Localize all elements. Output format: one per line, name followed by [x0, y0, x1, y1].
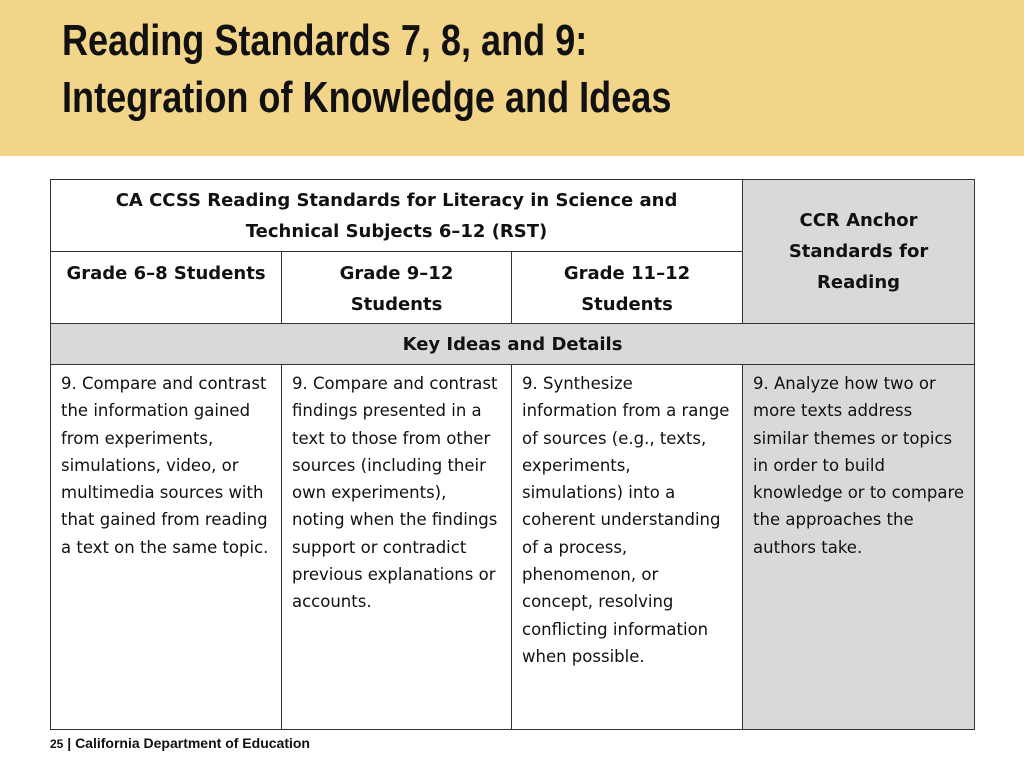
rst-main-header: CA CCSS Reading Standards for Literacy in Science and Technical Subjects 6–12 (RST) — [51, 180, 743, 252]
standard-cell-grade-11-12: 9. Synthesize information from a range of sources (e.g., texts, experiments, simulations) into a coherent understanding of a process, phenomenon, or concept, resolving conflicting information when possible. — [512, 365, 743, 730]
title-band — [0, 0, 1024, 156]
ccr-anchor-header: CCR Anchor Standards for Reading — [743, 180, 975, 324]
grade-9-12-header: Grade 9–12 Students — [282, 252, 512, 324]
section-key-ideas-header: Key Ideas and Details — [51, 324, 975, 365]
table-header-row — [51, 180, 975, 252]
slide-footer — [50, 733, 310, 754]
page-number: 25 — [50, 737, 64, 751]
section-header-row — [51, 324, 975, 365]
slide-title-line-1: Reading Standards 7, 8, and 9: — [62, 16, 588, 65]
slide-title-line-2: Integration of Knowledge and Ideas — [62, 73, 672, 122]
table-row — [51, 365, 975, 730]
grade-6-8-header: Grade 6–8 Students — [51, 252, 282, 324]
footer-separator: | — [63, 735, 76, 751]
slide-title — [62, 12, 833, 126]
standard-cell-ccr-anchor: 9. Analyze how two or more texts address similar themes or topics in order to build knowledge or to compare the approaches the authors take. — [743, 365, 975, 730]
standard-cell-grade-6-8: 9. Compare and contrast the information gained from experiments, simulations, video, or multimedia sources with that gained from reading a text on the same topic. — [51, 365, 282, 730]
standard-cell-grade-9-12: 9. Compare and contrast findings presented in a text to those from other sources (including their own experiments), noting when the findings support or contradict previous explanations or accounts. — [282, 365, 512, 730]
grade-11-12-header: Grade 11–12 Students — [512, 252, 743, 324]
footer-organization: California Department of Education — [75, 735, 310, 751]
standards-table — [50, 179, 975, 730]
